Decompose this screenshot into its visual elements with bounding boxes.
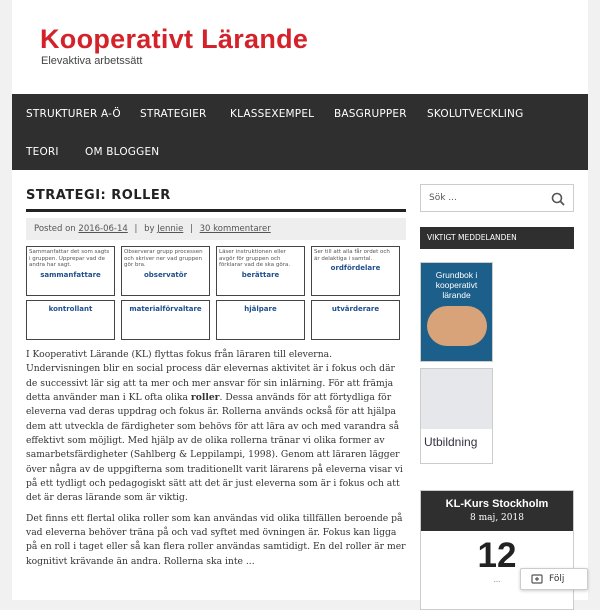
nav-item-strategier[interactable]: STRATEGIER: [140, 108, 207, 120]
role-card-text: Läser instruktionen eller avgör för gruppen och förklarar vad de ska göra.: [219, 249, 291, 269]
event-date: 8 maj, 2018: [470, 513, 524, 523]
role-card-label: materialförvaltare: [129, 305, 202, 313]
follow-label: Följ: [549, 574, 565, 584]
role-card-label: ordfördelare: [330, 264, 381, 273]
paragraph-1-bold: roller: [190, 392, 220, 404]
nav-item-teori[interactable]: TEORI: [26, 146, 59, 158]
role-card-text: [122, 313, 209, 317]
role-card-text: [217, 313, 304, 317]
follow-button[interactable]: [520, 568, 588, 590]
event-footer: ...: [493, 576, 501, 584]
site-tagline: Elevaktiva arbetssätt: [41, 55, 143, 67]
event-title: KL-Kurs Stockholm: [445, 498, 549, 510]
nav-item-strukturer[interactable]: STRUKTURER A-Ö: [26, 108, 121, 120]
role-card-text: Ser till att alla får ordet och är delaktiga i samtal.: [314, 249, 390, 262]
comments-link[interactable]: 30 kommentarer: [199, 224, 271, 234]
event-countdown: 12: [477, 536, 517, 575]
post-date-link[interactable]: 2016-06-14: [78, 224, 128, 234]
ad-text: Utbildning: [424, 435, 478, 449]
paragraph-2: Det finns ett flertal olika roller som kan användas vid olika tillfällen beroende på vad eleverna behöver träna på och vad syftet med övningen är. Fokus kan ligga på en roll i taget eller så kan flera roller användas samtidigt. En del roller är mer kognitivt krävande än andra. Rollerna ska inte ...: [26, 512, 406, 567]
site-title[interactable]: Kooperativt Lärande: [40, 24, 309, 54]
search-input[interactable]: [420, 184, 574, 212]
widget-title: VIKTIGT MEDDELANDEN: [420, 227, 574, 249]
role-card: [216, 246, 305, 296]
role-card: [311, 246, 400, 296]
author-link[interactable]: Jennie: [157, 224, 184, 234]
role-card-label: observatör: [143, 270, 188, 279]
search-icon[interactable]: [551, 191, 565, 210]
role-card-text: [312, 313, 399, 317]
role-card: [121, 300, 210, 340]
main-navigation: [12, 94, 588, 170]
follow-icon: [531, 569, 545, 597]
book-title: Grundbok i kooperativt lärande: [435, 270, 478, 300]
book-cover-image[interactable]: [420, 262, 493, 362]
post-meta: [26, 218, 406, 240]
role-card-label: hjälpare: [244, 305, 277, 313]
nav-item-skolutveckling[interactable]: SKOLUTVECKLING: [427, 108, 524, 120]
role-card-text: [27, 313, 114, 317]
people-image: [421, 369, 492, 429]
main-content: [26, 188, 406, 575]
meta-separator: |: [190, 224, 193, 234]
education-ad-image[interactable]: [420, 368, 493, 464]
post-body: [26, 348, 406, 569]
meta-separator: |: [134, 224, 138, 234]
event-widget[interactable]: [420, 490, 574, 610]
role-card: [216, 300, 305, 340]
role-card-label: kontrollant: [48, 305, 93, 313]
nav-item-basgrupper[interactable]: BASGRUPPER: [334, 108, 407, 120]
role-card-text: Observerar grupp processen och skriver ner vad gruppen gör bra.: [124, 249, 203, 269]
role-card: [26, 246, 115, 296]
paragraph-1-text-b: . Dessa används för att förtydliga för eleverna vad deras uppdrag och fokus är. Rollerna används också för att hjälpa dem att utveckla de färdigheter som behövs för att lära av och med varandra så effektivt som möjligt. Med hjälp av de olika rollerna tränar vi olika former av samarbetsfärdigheter (Sahlberg & Leppilampi, 1998). Genom att läraren lägger över några av de uppgifterna som traditionellt varit lärarens på eleverna visar vi på ett tydligt och pedagogiskt sätt att det är just eleverna som är i fokus och att det är deras lärande som är viktig.: [26, 392, 403, 504]
event-header: [421, 491, 573, 531]
role-card-text: Sammanfattar det som sagts i gruppen. Upprepar vad de andra har sagt.: [29, 249, 110, 269]
search-placeholder: Sök ...: [429, 193, 457, 203]
posted-on-label: Posted on: [34, 224, 76, 234]
role-card-label: utvärderare: [331, 305, 380, 313]
nav-item-klassexempel[interactable]: KLASSEXEMPEL: [230, 108, 315, 120]
role-card: [311, 300, 400, 340]
page: [12, 0, 588, 600]
role-card: [26, 300, 115, 340]
role-card-label: berättare: [241, 270, 280, 279]
role-card-label: sammanfattare: [40, 270, 101, 279]
role-card: [121, 246, 210, 296]
post-title: STRATEGI: ROLLER: [26, 188, 406, 212]
paragraph-1-text-a: I Kooperativt Lärande (KL) flyttas fokus från läraren till eleverna. Undervisningen blir en social process där elevernas aktivitet är i fokus och där de successivt lär sig att ta mer och mer ansvar för sin inlärning. För att främja detta använder man i KL ofta olika: [26, 349, 395, 404]
roles-image: [26, 246, 402, 340]
nav-item-om-bloggen[interactable]: OM BLOGGEN: [85, 146, 160, 158]
by-label: by: [144, 224, 155, 234]
hands-image: [427, 306, 487, 346]
paragraph-1: [26, 348, 406, 506]
